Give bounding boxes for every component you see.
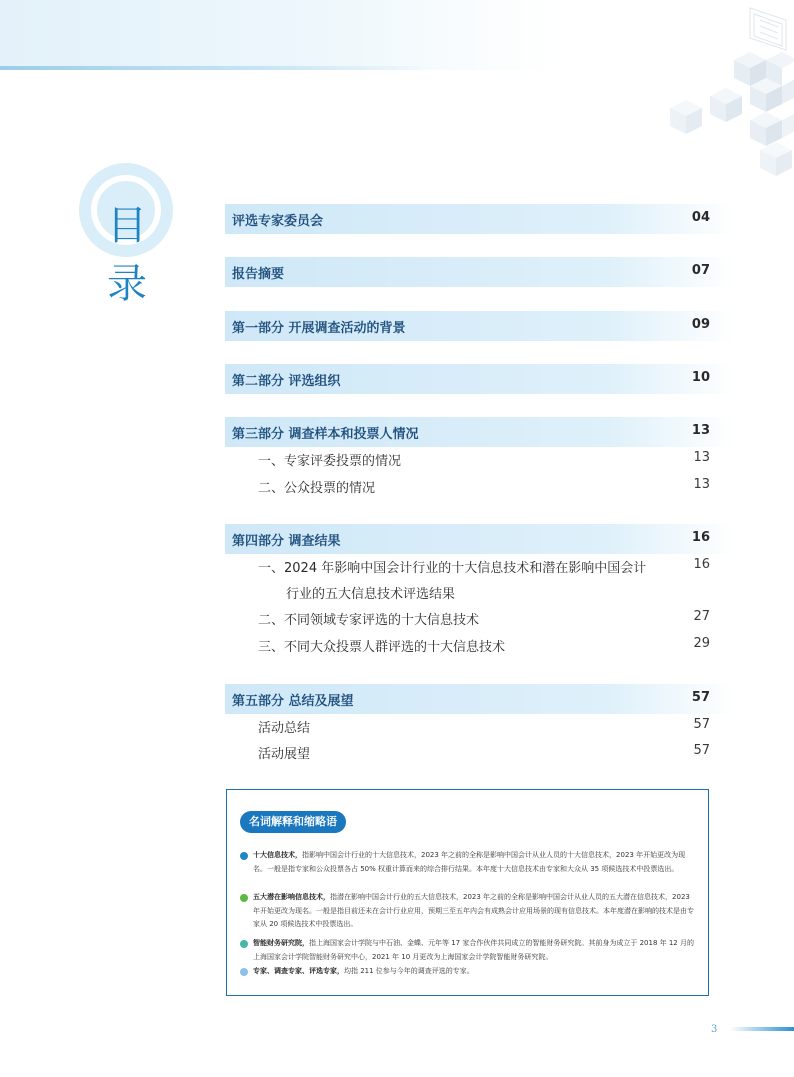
toc-item-top-ten-results[interactable] <box>258 557 710 577</box>
header-line <box>0 66 430 70</box>
toc-page-number: 27 <box>693 609 710 624</box>
toc-page-number: 16 <box>693 557 710 572</box>
glossary-entry <box>240 965 698 979</box>
glossary-entry <box>240 849 698 876</box>
toc-section-label: 第一部分 开展调查活动的背景 <box>232 321 406 336</box>
bullet-dot-icon <box>240 968 248 976</box>
toc-section-label: 报告摘要 <box>232 267 285 282</box>
toc-item-field-experts[interactable] <box>258 609 710 629</box>
toc-page-number: 57 <box>691 690 710 705</box>
toc-section-part5[interactable] <box>225 684 735 714</box>
toc-section-summary[interactable] <box>225 257 735 287</box>
glossary-entry <box>240 937 698 964</box>
toc-page-number: 07 <box>691 263 710 278</box>
toc-section-label: 第四部分 调查结果 <box>232 534 341 549</box>
toc-page-number: 29 <box>693 636 710 651</box>
toc-page-number: 13 <box>693 477 710 492</box>
toc-item-activity-summary[interactable] <box>258 717 710 737</box>
glossary-entry-text <box>253 937 698 964</box>
toc-item-public-groups[interactable] <box>258 636 710 656</box>
toc-section-experts[interactable] <box>225 204 735 234</box>
toc-section-part4[interactable] <box>225 524 735 554</box>
glossary-term: 五大潜在影响信息技术， <box>253 893 330 901</box>
toc-page-number: 13 <box>691 423 710 438</box>
toc-section-part3[interactable] <box>225 417 735 447</box>
page-number: 3 <box>711 1024 718 1035</box>
glossary-term: 专家、调查专家、评选专家， <box>253 967 344 975</box>
toc-item-label: 三、不同大众投票人群评选的十大信息技术 <box>258 640 506 655</box>
toc-section-part1[interactable] <box>225 311 735 341</box>
glossary-term: 十大信息技术， <box>253 851 302 859</box>
glossary-definition: 指上海国家会计学院与中石油、金蝶、元年等 17 家合作伙伴共同成立的智能财务研究院。其前身为成立于 2018 年 12 月的上海国家会计学院智能财务研究中心，2021 年 10 月更改为上海国家会计学院智能财务研究院。 <box>253 939 694 961</box>
bullet-dot-icon <box>240 894 248 902</box>
toc-page-number: 09 <box>691 317 710 332</box>
glossary-entry-text <box>253 891 698 932</box>
page-title-char-1: 目 <box>107 203 147 249</box>
toc-section-part2[interactable] <box>225 364 735 394</box>
glossary-entry-text <box>253 849 698 876</box>
toc-page-number: 10 <box>691 370 710 385</box>
glossary-title: 名词解释和缩略语 <box>240 811 346 833</box>
toc-section-label: 第三部分 调查样本和投票人情况 <box>232 427 419 442</box>
glossary-term: 智能财务研究院， <box>253 939 309 947</box>
toc-item-public-votes[interactable] <box>258 477 710 497</box>
toc-page-number: 13 <box>693 450 710 465</box>
toc-item-label: 一、2024 年影响中国会计行业的十大信息技术和潜在影响中国会计 <box>258 561 647 576</box>
toc-item-label: 活动总结 <box>258 721 311 736</box>
toc-page-number: 57 <box>693 743 710 758</box>
toc-page-number: 57 <box>693 717 710 732</box>
toc-item-expert-votes[interactable] <box>258 450 710 470</box>
toc-item-label: 一、专家评委投票的情况 <box>258 454 402 469</box>
toc-item-label: 二、不同领域专家评选的十大信息技术 <box>258 613 480 628</box>
glossary-definition: 均指 211 位参与今年的调查评选的专家。 <box>344 967 474 975</box>
glossary-definition: 指影响中国会计行业的十大信息技术，2023 年之前的全称是影响中国会计从业人员的十大信息技术，2023 年开始更改为现名。一般是指专家和公众投票各占 50% 权重计算而来的综合排行结果。本年度十大信息技术由专家和大众从 35 项候选技术中投票选出。 <box>253 851 686 873</box>
toc-page-number: 16 <box>691 530 710 545</box>
glossary-entry-text <box>253 965 698 979</box>
page-title-char-2: 录 <box>107 261 147 307</box>
decorative-cubes <box>650 0 794 190</box>
bullet-dot-icon <box>240 852 248 860</box>
footer-bar <box>730 1027 794 1031</box>
bullet-dot-icon <box>240 940 248 948</box>
toc-item-label: 活动展望 <box>258 747 311 762</box>
toc-section-label: 第二部分 评选组织 <box>232 374 341 389</box>
toc-section-label: 第五部分 总结及展望 <box>232 694 354 709</box>
toc-section-label: 评选专家委员会 <box>232 214 324 229</box>
toc-item-label: 二、公众投票的情况 <box>258 481 376 496</box>
glossary-box <box>226 789 709 996</box>
glossary-entry <box>240 891 698 932</box>
glossary-definition: 指潜在影响中国会计行业的五大信息技术，2023 年之前的全称是影响中国会计从业人员的五大潜在信息技术，2023 年开始更改为现名。一般是指目前还未在会计行业应用，预期三至五年内会有成熟会计应用场景的现有信息技术。本年度潜在影响的技术是由专家从 20 项候选技术中投票选出。 <box>253 893 694 928</box>
toc-page-number: 04 <box>691 210 710 225</box>
toc-item-label-continued: 行业的五大信息技术评选结果 <box>286 587 456 602</box>
toc-item-activity-outlook[interactable] <box>258 743 710 763</box>
